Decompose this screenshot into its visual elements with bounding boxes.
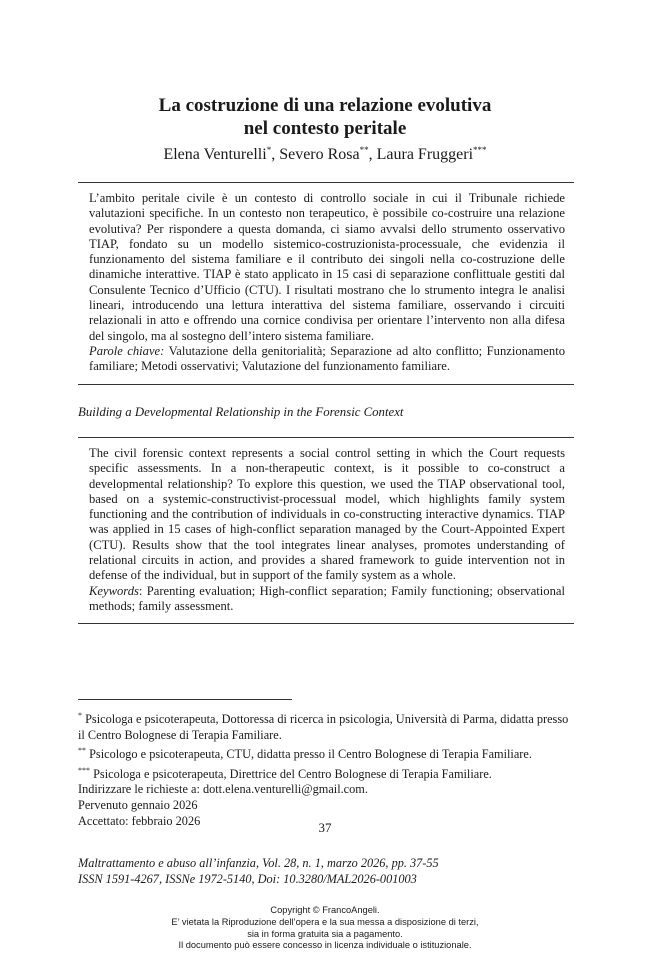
footnote-mark: ** — [78, 746, 86, 756]
journal-citation — [78, 855, 578, 887]
footnote-separator — [78, 699, 292, 700]
author-separator: , — [271, 146, 280, 163]
copyright-line-4: Il documento può essere concesso in licenza individuale o istituzionale. — [178, 940, 472, 951]
footnote-1 — [78, 708, 578, 743]
contact-line: Indirizzare le richieste a: dott.elena.venturelli@gmail.com. — [78, 782, 368, 797]
received-date: Pervenuto gennaio 2026 — [78, 797, 198, 812]
footnote-mark: * — [78, 711, 82, 720]
footnote-2 — [78, 743, 578, 763]
author-name: Laura Fruggeri — [376, 146, 474, 163]
page-number: 37 — [318, 820, 332, 835]
abstract-top-rule — [78, 182, 574, 183]
copyright-notice — [0, 905, 650, 952]
footnote-mark: *** — [78, 765, 90, 775]
author-name: Elena Venturelli — [163, 146, 267, 163]
english-abstract-bottom-rule — [78, 623, 574, 624]
abstract-bottom-rule — [78, 384, 574, 385]
italian-keywords-label: Parole chiave: — [89, 343, 165, 358]
journal-citation-line-2: ISSN 1591-4267, ISSNe 1972-5140, Doi: 10.3280/MAL2026-001003 — [78, 872, 417, 886]
footnote-text: Psicologa e psicoterapeuta, Dottoressa di ricerca in psicologia, Università di Parma, didatta presso il Centro Bolognese di Terapia Familiare. — [78, 712, 569, 742]
footnotes — [78, 708, 578, 829]
footnote-3 — [78, 763, 578, 783]
italian-keywords: Valutazione della genitorialità; Separazione ad alto conflitto; Funzionamento familiare; Metodi osservativi; Valutazione del funzionamento familiare. — [89, 343, 565, 374]
english-abstract — [89, 446, 565, 614]
author-footnote-mark[interactable]: ** — [359, 145, 369, 155]
article-title-line-1: La costruzione di una relazione evolutiva — [158, 95, 492, 116]
journal-citation-line-1: Maltrattamento e abuso all’infanzia, Vol. 28, n. 1, marzo 2026, pp. 37-55 — [78, 856, 439, 870]
article-title-line-2: nel contesto peritale — [243, 118, 407, 139]
italian-abstract — [89, 191, 565, 375]
copyright-line-3: sia in forma gratuita sia a pagamento. — [247, 928, 403, 939]
author-footnote-mark[interactable]: * — [266, 145, 272, 155]
english-keywords-label: Keywords — [89, 583, 139, 598]
english-abstract-body: The civil forensic context represents a social control setting in which the Court requests specific assessments. In a non-therapeutic context, is it possible to co-construct a developmental relationship? To explore this question, we used the TIAP observational tool, based on a systemic-constructivist-processual model, which highlights family system functioning and the contribution of individuals in co-constructing interactive dynamics. TIAP was applied in 15 cases of high-conflict separation managed by the Court-Appointed Expert (CTU). Results show that the tool integrates linear analyses, promotes understanding of relational circuits in action, and provides a shared framework to guide intervention not in defense of the individual, but in support of the family system as a whole. — [89, 446, 565, 583]
italian-abstract-body: L’ambito peritale civile è un contesto di controllo sociale in cui il Tribunale richiede valutazioni specifiche. In un contesto non terapeutico, è possibile co-costruire una relazione evolutiva? Per rispondere a questa domanda, ci siamo avvalsi dello strumento osservativo TIAP, fondato su un modello sistemico-costruzionista-processuale, che evidenzia il funzionamento del sistema familiare e il contributo dei singoli nella co-costruzione delle dinamiche interattive. TIAP è stato applicato in 15 casi di separazione conflittuale gestiti dal Consulente Tecnico d’Ufficio (CTU). I risultati mostrano che lo strumento integra le analisi lineari, introducendo una lettura interattiva del sistema familiare, osservando i circuiti relazionali in atto e offrendo una cornice condivisa per orientare l’intervento non alla difesa del singolo, ma al sostegno dell’intero sistema familiare. — [89, 191, 565, 343]
author-name: Severo Rosa — [279, 146, 360, 163]
copyright-line-2: E’ vietata la Riproduzione dell’opera e la sua messa a disposizione di terzi, — [171, 916, 479, 927]
footnote-text: Psicologa e psicoterapeuta, Direttrice del Centro Bolognese di Terapia Familiare. — [90, 766, 492, 781]
english-abstract-top-rule — [78, 437, 574, 438]
author-separator: , — [368, 146, 377, 163]
accepted-date: Accettato: febbraio 2026 — [78, 813, 201, 828]
english-keywords: : Parenting evaluation; High-conflict separation; Family functioning; observational methods; family assessment. — [89, 583, 565, 613]
author-footnote-mark[interactable]: *** — [473, 145, 487, 155]
author-list — [0, 140, 650, 165]
copyright-line-1: Copyright © FrancoAngeli. — [270, 905, 380, 915]
footnote-text: Psicologo e psicoterapeuta, CTU, didatta presso il Centro Bolognese di Terapia Familiare. — [86, 747, 532, 762]
english-title: Building a Developmental Relationship in the Forensic Context — [78, 405, 404, 419]
